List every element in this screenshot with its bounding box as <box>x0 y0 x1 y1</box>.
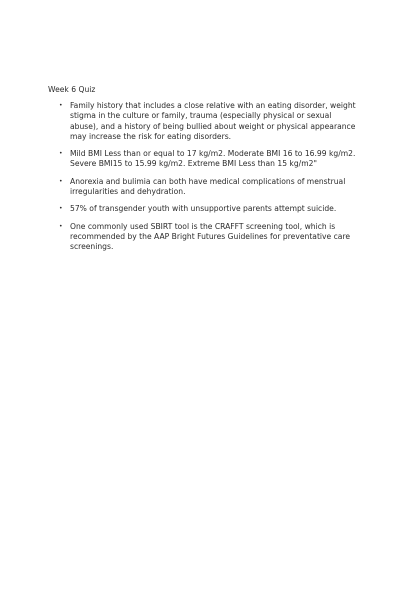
list-item-text: Anorexia and bulimia can both have medical complications of menstrual irregularities and dehydration. <box>70 176 346 197</box>
bullet-list <box>59 101 359 260</box>
list-item <box>59 204 359 214</box>
list-item <box>59 222 359 253</box>
list-item-text: 57% of transgender youth with unsupportive parents attempt suicide. <box>70 204 337 214</box>
bullet-icon: • <box>59 150 63 158</box>
list-item <box>59 149 359 170</box>
list-item-text: Family history that includes a close relative with an eating disorder, weight stigma in the culture or family, trauma (especially physical or sexual abuse), and a history of being bullied about weight or physical appearance may increase the risk for eating disorders. <box>70 101 356 141</box>
list-item-text: Mild BMI Less than or equal to 17 kg/m2. Moderate BMI 16 to 16.99 kg/m2. Severe BMI15 to 15.99 kg/m2. Extreme BMI Less than 15 kg/m2" <box>70 149 356 169</box>
bullet-icon: • <box>59 102 63 109</box>
bullet-icon: • <box>59 205 63 213</box>
list-item-text: One commonly used SBIRT tool is the CRAFFT screening tool, which is recommended by the AAP Bright Futures Guidelines for preventative care screenings. <box>70 221 351 252</box>
bullet-icon: • <box>59 177 63 185</box>
bullet-icon: • <box>59 222 63 230</box>
list-item <box>59 177 359 198</box>
list-item <box>59 101 359 142</box>
page-title: Week 6 Quiz <box>48 85 96 94</box>
